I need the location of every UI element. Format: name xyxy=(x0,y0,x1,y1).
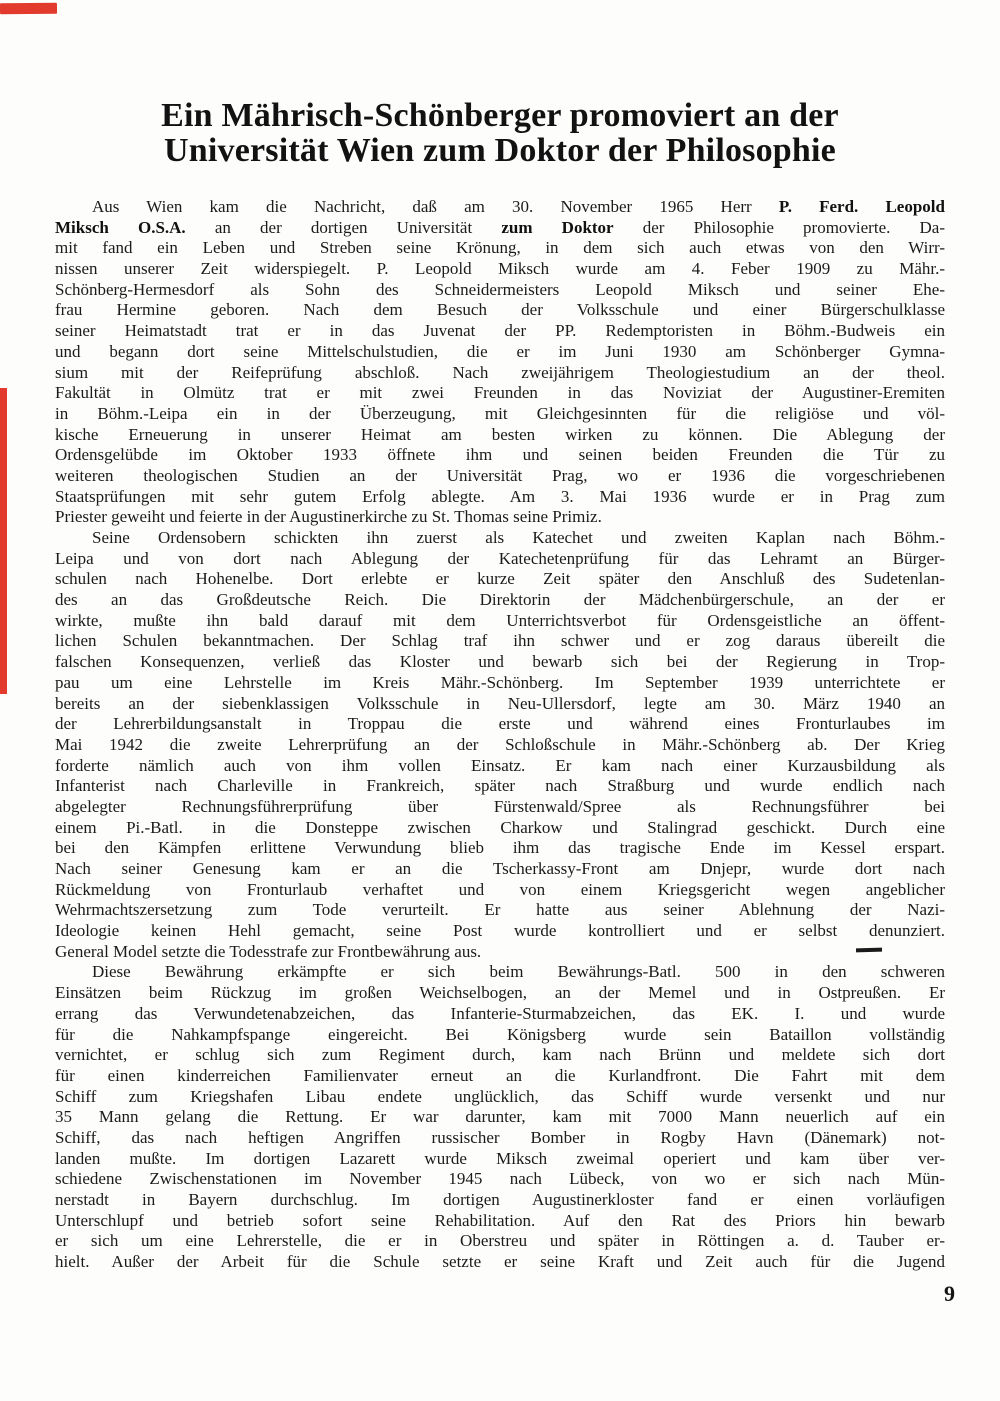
text-line: hielt. Außer der Arbeit für die Schule setzte er seine Kraft und Zeit auch für die Jugend xyxy=(55,1252,945,1272)
text-line: Staatsprüfungen mit sehr gutem Erfolg ablegte. Am 3. Mai 1936 wurde er in Prag zum xyxy=(55,486,945,506)
text-line: Seine Ordensobern schickten ihn zuerst als Katechet und zweiten Kaplan nach Böhm.- xyxy=(92,528,945,547)
text-line: Fakultät in Olmütz trat er mit zwei Freunden in das Noviziat der Augustiner-Eremiten xyxy=(55,383,945,403)
title-line-1: Ein Mährisch-Schönberger promoviert an der xyxy=(161,97,839,134)
text-line: Miksch O.S.A. an der dortigen Universität zum Doktor der Philosophie promovierte. Da- xyxy=(55,217,945,237)
text-line: errang das Verwundetenabzeichen, das Infanterie-Sturmabzeichen, das EK. I. und wurde xyxy=(55,1003,945,1023)
article-body xyxy=(55,197,945,1273)
text-line: General Model setzte die Todesstrafe zur Frontbewährung aus. xyxy=(55,941,482,961)
title-line-2: Universität Wien zum Doktor der Philosophie xyxy=(164,132,836,169)
text-line: der Lehrerbildungsanstalt in Troppau die erste und während eines Fronturlaubes im xyxy=(55,714,945,734)
text-line: lichen Schulen bekanntmachen. Der Schlag traf ihn schwer und er zog daraus übereilt die xyxy=(55,631,945,651)
text-line: Rückmeldung von Fronturlaub verhaftet und von einem Kriegsgericht wegen angeblicher xyxy=(55,879,945,899)
text-line: für einen kinderreichen Familienvater erneut an die Kurlandfront. Die Fahrt mit dem xyxy=(55,1065,945,1085)
text-line: abgelegter Rechnungsführerprüfung über Fürstenwald/Spree als Rechnungsführer bei xyxy=(55,796,945,816)
text-line: in Böhm.-Leipa ein in der Überzeugung, mit Gleichgesinnten für die religiöse und völ- xyxy=(55,403,945,423)
page-number: 9 xyxy=(944,1281,955,1306)
text-line: vernichtet, er schlug sich zum Regiment durch, kam nach Brünn und meldete sich dort xyxy=(55,1045,945,1065)
text-line: Infanterist nach Charleville in Frankreich, später nach Straßburg und wurde endlich nach xyxy=(55,776,945,796)
text-line: schiedene Zwischenstationen im November 1945 nach Lübeck, von wo er sich nach Mün- xyxy=(55,1169,945,1189)
text-line: für die Nahkampfspange eingereicht. Bei Königsberg wurde sein Bataillon vollständig xyxy=(55,1024,945,1044)
text-line: er sich um eine Lehrerstelle, die er in Oberstreu und später in Röttingen a. d. Tauber er- xyxy=(55,1231,945,1251)
text-line: des an das Großdeutsche Reich. Die Direktorin der Mädchenbürgerschule, an der er xyxy=(55,590,945,610)
text-line: forderte nämlich auch von ihm vollen Einsatz. Er kam nach einer Kurzausbildung als xyxy=(55,755,945,775)
text-line: bei den Kämpfen erlittene Verwundung blieb ihm das tragische Ende im Kessel erspart. xyxy=(55,838,945,858)
text-line: Aus Wien kam die Nachricht, daß am 30. November 1965 Herr P. Ferd. Leopold xyxy=(92,197,945,216)
text-line: Schönberg-Hermesdorf als Sohn des Schneidermeisters Leopold Miksch und seiner Ehe- xyxy=(55,279,945,299)
text-line: Unterschlupf und betrieb sofort seine Rehabilitation. Auf den Rat des Priors hin bewarb xyxy=(55,1210,945,1230)
text-line: Schiff zum Kriegshafen Libau endete unglücklich, das Schiff wurde versenkt und nur xyxy=(55,1086,945,1106)
text-line: Mai 1942 die zweite Lehrerprüfung an der Schloßschule in Mähr.-Schönberg ab. Der Krieg xyxy=(55,734,945,754)
text-line: frau Hermine geboren. Nach dem Besuch der Volksschule und einer Bürgerschulklasse xyxy=(55,300,945,320)
text-line: und begann dort seine Mittelschulstudien, die er im Juni 1930 am Schönberger Gymna- xyxy=(55,341,945,361)
article-title xyxy=(90,98,910,168)
red-ink-mark-left xyxy=(0,388,7,694)
text-line: wirkte, mußte ihn bald darauf mit dem Unterrichtsverbot für Ordensgeistliche an öffent- xyxy=(55,610,945,630)
text-line: Priester geweiht und feierte in der Augustinerkirche zu St. Thomas seine Primiz. xyxy=(55,507,602,527)
red-ink-mark-top xyxy=(0,3,57,15)
text-line: Diese Bewährung erkämpfte er sich beim Bewährungs-Batl. 500 in den schweren xyxy=(92,962,945,982)
text-line: nerstadt in Bayern durchschlug. Im dortigen Augustinerkloster fand er einen vorläufigen xyxy=(55,1190,945,1209)
text-line: Schiff, das nach heftigen Angriffen russischer Bomber in Rogby Havn (Dänemark) not- xyxy=(55,1127,945,1147)
stray-dash-mark xyxy=(856,948,882,952)
text-line: Nach seiner Genesung kam er an die Tscherkassy-Front am Dnjepr, wurde dort nach xyxy=(55,859,945,878)
text-line: bereits an der siebenklassigen Volksschule in Neu-Ullersdorf, legte am 30. März 1940 an xyxy=(55,693,945,713)
text-line: Einsätzen beim Rückzug im großen Weichselbogen, an der Memel und in Ostpreußen. Er xyxy=(55,983,945,1003)
text-line: sium mit der Reifeprüfung abschloß. Nach zweijährigem Theologiestudium an der theol. xyxy=(55,362,945,382)
text-line: mit fand ein Leben und Streben seine Krönung, in dem sich auch etwas von den Wirr- xyxy=(55,238,945,258)
text-line: falschen Konsequenzen, verließ das Kloster und bewarb sich bei der Regierung in Trop- xyxy=(55,652,945,672)
text-line: Ordensgelübde im Oktober 1933 öffnete ihm und seinen beiden Freunden die Tür zu xyxy=(55,445,945,465)
text-line: landen mußte. Im dortigen Lazarett wurde Miksch zweimal operiert und kam über ver- xyxy=(55,1148,945,1168)
text-line: schulen nach Hohenelbe. Dort erlebte er kurze Zeit später den Anschluß des Sudetenlan- xyxy=(55,569,945,589)
text-line: Wehrmachtszersetzung zum Tode verurteilt. Er hatte aus seiner Ablehnung der Nazi- xyxy=(55,900,945,920)
text-line: kische Erneuerung in unserer Heimat am besten wirken zu können. Die Ablegung der xyxy=(55,424,945,444)
text-line: pau um eine Lehrstelle im Kreis Mähr.-Schönberg. Im September 1939 unterrichtete er xyxy=(55,672,945,692)
text-line: Leipa und von dort nach Ablegung der Katechetenprüfung für das Lehramt an Bürger- xyxy=(55,548,945,568)
text-line: seiner Heimatstadt trat er in das Juvenat der PP. Redemptoristen in Böhm.-Budweis ein xyxy=(55,321,945,341)
text-line: nissen unserer Zeit widerspiegelt. P. Leopold Miksch wurde am 4. Feber 1909 zu Mähr.- xyxy=(55,259,945,279)
text-line: einem Pi.-Batl. in die Donsteppe zwischen Charkow und Stalingrad geschickt. Durch eine xyxy=(55,817,945,837)
text-line: Ideologie keinen Hehl gemacht, seine Post wurde kontrolliert und er selbst denunziert. xyxy=(55,921,945,941)
text-line: weiteren theologischen Studien an der Universität Prag, wo er 1936 die vorgeschriebenen xyxy=(55,465,945,485)
text-line: 35 Mann gelang die Rettung. Er war darunter, kam mit 7000 Mann neuerlich auf ein xyxy=(55,1107,945,1127)
